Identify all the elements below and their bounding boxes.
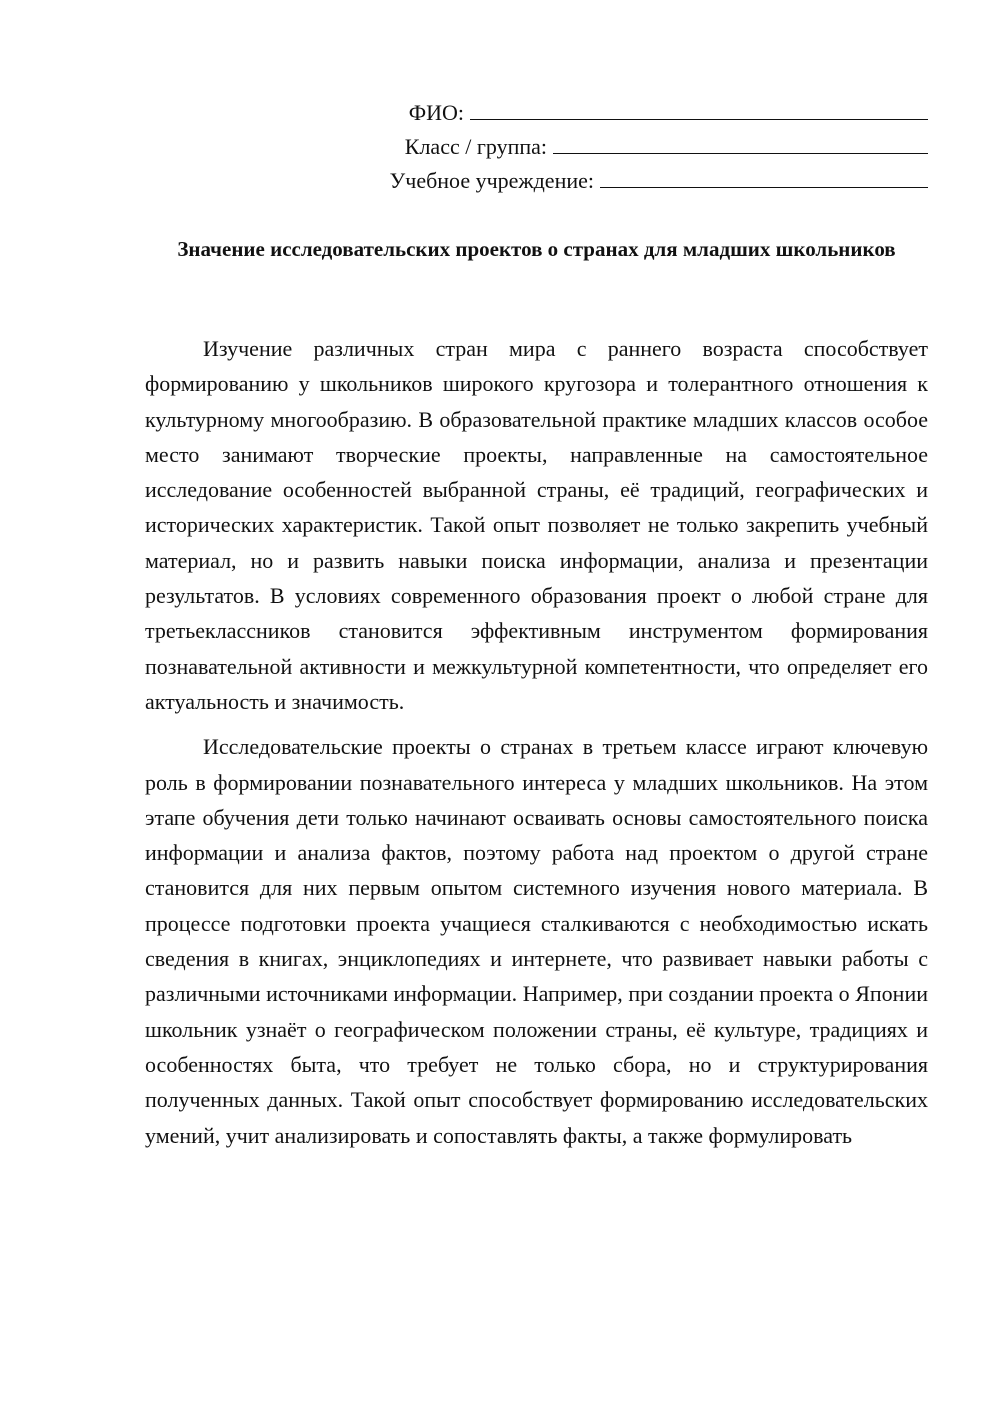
class-label: Класс / группа: <box>404 134 547 159</box>
document-body <box>145 331 928 1153</box>
school-row <box>300 160 928 194</box>
paragraph: Исследовательские проекты о странах в третьем классе играют ключевую роль в формировании познавательного интереса у младших школьников. На этом этапе обучения дети только начинают осваивать основы самостоятельного поиска информации и анализа фактов, поэтому работа над проектом о другой стране становится для них первым опытом системного изучения нового материала. В процессе подготовки проекта учащиеся сталкиваются с необходимостью искать сведения в книгах, энциклопедиях и интернете, что развивает навыки работы с различными источниками информации. Например, при создании проекта о Японии школьник узнаёт о географическом положении страны, её культуре, традициях и особенностях быта, что требует не только сбора, но и структурирования полученных данных. Такой опыт способствует формированию исследовательских умений, учит анализировать и сопоставлять факты, а также формулировать <box>145 734 928 1148</box>
document-title: Значение исследовательских проектов о странах для младших школьников <box>177 237 896 261</box>
student-info-header <box>300 92 928 194</box>
school-label: Учебное учреждение: <box>389 168 594 193</box>
class-blank-line <box>553 153 928 154</box>
class-row <box>300 126 928 160</box>
fio-blank-line <box>470 119 928 120</box>
fio-row <box>300 92 928 126</box>
fio-label: ФИО: <box>408 100 464 125</box>
school-blank-line <box>600 187 928 188</box>
paragraph: Изучение различных стран мира с раннего возраста способствует формированию у школьников широкого кругозора и толерантного отношения к культурному многообразию. В образовательной практике младших классов особое место занимают творческие проекты, направленные на самостоятельное исследование особенностей выбранной страны, её традиций, географических и исторических характеристик. Такой опыт позволяет не только закрепить учебный материал, но и развить навыки поиска информации, анализа и презентации результатов. В условиях современного образования проект о любой стране для третьеклассников становится эффективным инструментом формирования познавательной активности и межкультурной компетентности, что определяет его актуальность и значимость. <box>145 336 928 714</box>
